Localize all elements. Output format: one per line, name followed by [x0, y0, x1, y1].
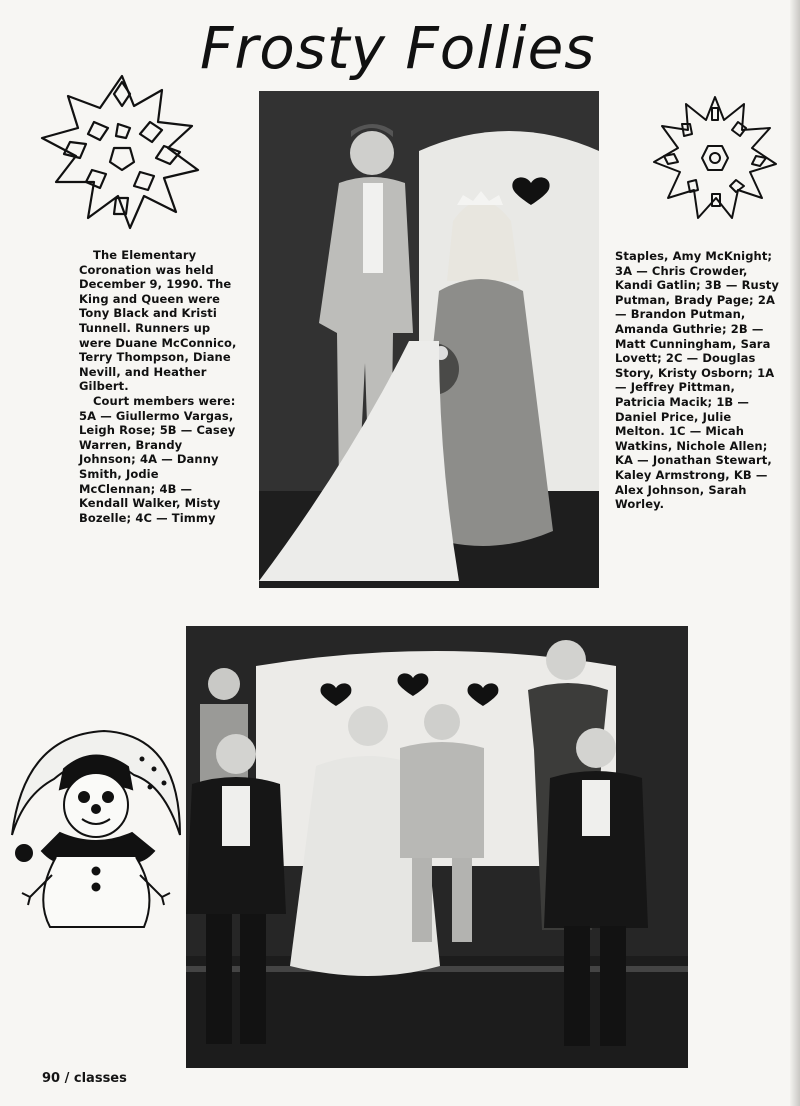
- snowman-mascot-icon: [4, 725, 186, 929]
- coronation-king-queen-photo: [259, 91, 599, 588]
- coronation-court-photo: [186, 626, 688, 1068]
- caption-paragraph: The Elementary Coronation was held December 9, 1990. The King and Queen were Tony Black and Kristi Tunnell. Runners up were Duane McConnico, Terry Thompson, Diane Nevill, and Heather Gilbert.: [79, 248, 237, 394]
- page-edge-shadow: [790, 0, 800, 1106]
- page-title: Frosty Follies: [200, 14, 596, 82]
- caption-left-column: [79, 248, 239, 525]
- snowflake-right-icon: [652, 94, 778, 222]
- caption-right-column: [615, 249, 779, 512]
- caption-paragraph: Court members were: 5A — Giullermo Vargas, Leigh Rose; 5B — Casey Warren, Brandy Johnson; 4A — Danny Smith, Jodie McClennan; 4B — Kendall Walker, Misty Bozelle; 4C — Timmy: [79, 393, 236, 525]
- snowflake-left-icon: [34, 72, 210, 232]
- page-footer-label: 90 / classes: [42, 1071, 127, 1086]
- caption-paragraph: Staples, Amy McKnight; 3A — Chris Crowder, Kandi Gatlin; 3B — Rusty Putman, Brady Page; 2A — Brandon Putman, Amanda Guthrie; 2B — Matt Cunningham, Sara Lovett; 2C — Douglas Story, Kristy Osborn; 1A — Jeffrey Pittman, Patricia Macik; 1B — Daniel Price, Julie Melton. 1C — Micah Watkins, Nichole Allen; KA — Jonathan Stewart, Kaley Armstrong, KB — Alex Johnson, Sarah Worley.: [615, 249, 779, 512]
